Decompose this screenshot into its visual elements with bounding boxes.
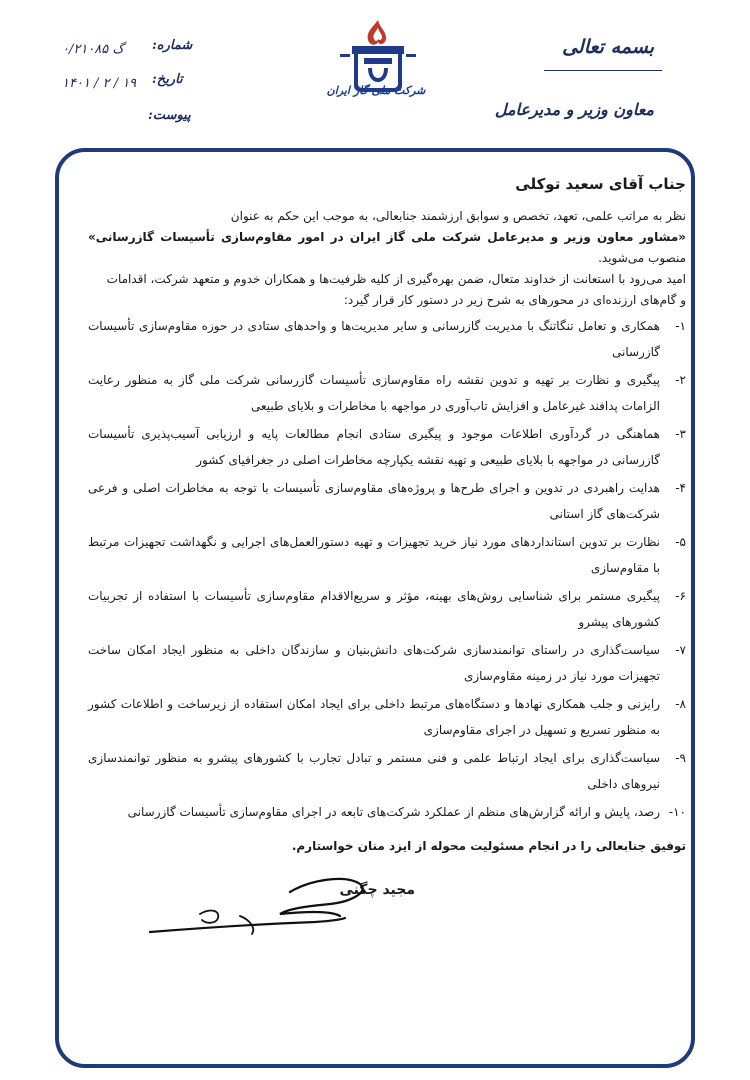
letterhead <box>0 0 750 160</box>
list-item <box>88 529 686 581</box>
list-item <box>88 637 686 689</box>
item-number: ۹- <box>675 751 686 765</box>
intro-text: و گام‌های ارزنده‌ای در محورهای به شرح زیر در دستور کار قرار گیرد: <box>343 293 686 307</box>
intro-line-1 <box>88 206 686 227</box>
item-text: نظارت بر تدوین استانداردهای مورد نیاز خرید تجهیزات و تهیه دستورالعمل‌های اجرایی و نگهداشت تجهیزات مرتبط با مقاوم‌سازی <box>88 535 660 575</box>
list-item <box>88 745 686 797</box>
intro-text: امید می‌رود با استعانت از خداوند متعال، ضمن بهره‌گیری از کلیه ظرفیت‌ها و همکاران خدوم و متعهد شرکت، اقدامات <box>106 272 686 286</box>
list-item <box>88 583 686 635</box>
duties-list <box>88 313 686 825</box>
item-number: ۷- <box>675 643 686 657</box>
intro-text: منصوب می‌شوید. <box>598 251 686 265</box>
item-number: ۱- <box>675 319 686 333</box>
list-item <box>88 421 686 473</box>
intro-line-3 <box>88 269 686 290</box>
appointment-title: «مشاور معاون وزیر و مدیرعامل شرکت ملی گاز ایران در امور مقاوم‌سازی تأسیسات گازرسانی» <box>88 230 686 244</box>
deputy-title: معاون وزیر و مدیرعامل <box>494 100 654 119</box>
number-label: شماره: <box>152 38 193 53</box>
item-text: هدایت راهبردی در تدوین و اجرای طرح‌ها و پروژه‌های مقاوم‌سازی تأسیسات با توجه به مخاطرات اصلی و فرعی شرکت‌های گاز استانی <box>88 481 660 521</box>
item-number: ۵- <box>675 535 686 549</box>
item-text: سیاست‌گذاری در راستای توانمندسازی شرکت‌های دانش‌بنیان و سازندگان داخلی به منظور ایجاد امکان ساخت تجهیزات مورد نیاز در زمینه مقاوم‌سازی <box>88 643 660 683</box>
item-text: پیگیری و نظارت بر تهیه و تدوین نقشه راه مقاوم‌سازی تأسیسات گازرسانی شرکت ملی گاز به منظور رعایت الزامات پدافند غیرعامل و افزایش تاب‌آوری در مواجهه با مخاطرات و بلایای طبیعی <box>88 373 660 413</box>
list-item <box>88 475 686 527</box>
list-item <box>88 799 686 825</box>
list-item <box>88 691 686 743</box>
signer-name: مجید چگنی <box>339 882 415 898</box>
closing-line: توفیق جنابعالی را در انجام مسئولیت محوله از ایزد منان خواستارم. <box>291 839 686 853</box>
item-text: همکاری و تعامل تنگاتنگ با مدیریت گازرسانی و سایر مدیریت‌ها و واحدهای ستادی در حوزه مقاوم‌سازی تأسیسات گازرسانی <box>88 319 660 359</box>
list-item <box>88 367 686 419</box>
date-label: تاریخ: <box>152 72 183 87</box>
date-value: ۱۴۰۱ / ۲ / ۱۹ <box>62 76 137 91</box>
item-text: رصد، پایش و ارائه گزارش‌های منظم از عملکرد شرکت‌های تابعه در اجرای مقاوم‌سازی تأسیسات گازرسانی <box>127 805 660 819</box>
intro-text: نظر به مراتب علمی، تعهد، تخصص و سوابق ارزشمند جنابعالی، به موجب این حکم به عنوان <box>230 209 686 223</box>
recipient-line: جناب آقای سعید توکلی <box>515 175 686 193</box>
letter-body <box>88 172 686 857</box>
item-number: ۴- <box>675 481 686 495</box>
handwritten-signature-icon <box>140 862 380 942</box>
number-value: گ ۰/۲۱۰۸۵ <box>62 42 125 57</box>
item-text: سیاست‌گذاری برای ایجاد ارتباط علمی و فنی مستمر و تبادل تجارب با کشورهای پیشرو به منظور توانمندسازی نیروهای داخلی <box>88 751 660 791</box>
intro-line-4 <box>88 290 686 311</box>
item-text: پیگیری مستمر برای شناسایی روش‌های بهینه، مؤثر و سریع‌الاقدام مقاوم‌سازی تأسیسات با استفاده از تجربیات کشورهای پیشرو <box>88 589 660 629</box>
item-number: ۸- <box>675 697 686 711</box>
bismillah-heading: بسمه تعالی <box>562 36 654 58</box>
logo-caption: شرکت ملی گاز ایران <box>326 84 426 97</box>
item-number: ۶- <box>675 589 686 603</box>
header-divider <box>544 70 662 71</box>
intro-line-2 <box>88 227 686 269</box>
item-text: هماهنگی در گردآوری اطلاعات موجود و پیگیری ستادی انجام مطالعات پایه و ارزیابی آسیب‌پذیری تأسیسات گازرسانی در مواجهه با بلایای طبیعی و تهیه نقشه یکپارچه مخاطرات اصلی در جغرافیای کشور <box>88 427 660 467</box>
item-number: ۲- <box>675 373 686 387</box>
list-item <box>88 313 686 365</box>
attachment-label: پیوست: <box>148 108 191 123</box>
item-number: ۳- <box>675 427 686 441</box>
item-number: ۱۰- <box>668 805 686 819</box>
item-text: رایزنی و جلب همکاری نهادها و دستگاه‌های مرتبط داخلی برای ایجاد امکان استفاده از زیرساخت و اطلاعات کشور به منظور تسریع و تسهیل در اجرای مقاوم‌سازی <box>88 697 660 737</box>
